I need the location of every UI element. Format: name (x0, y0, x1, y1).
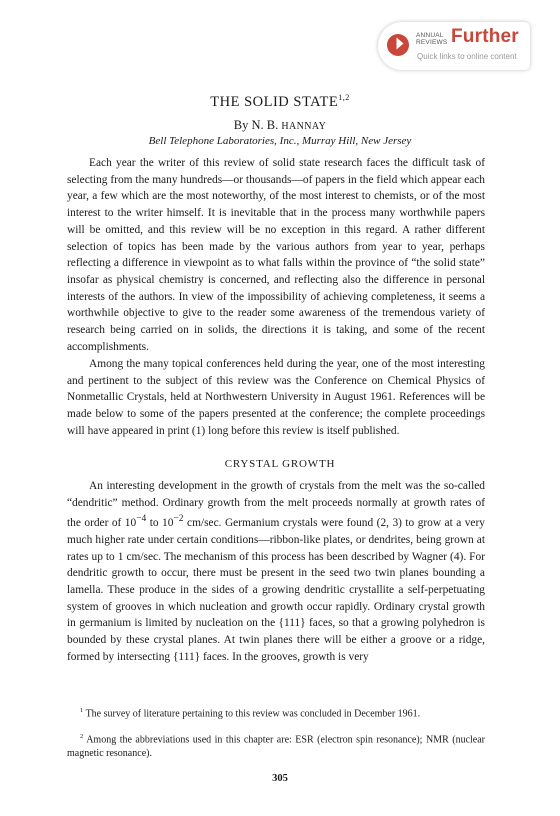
footnote-2: $^2$ Among the abbreviations used in this chapter are: ESR (electron spin resonance); NMR (nuclear magnetic resonance). (67, 733, 485, 759)
section-heading-crystal-growth: CRYSTAL GROWTH (224, 458, 336, 470)
body-paragraph-2: Among the many topical conferences held during the year, one of the most interesting and pertinent to the subject of this review was the Conference on Chemical Physics of Nonmetallic Crystals, held at Northwestern University in August 1961. References will be made below to some of the papers presented at the conference; the complete proceedings will have appeared in print (1) long before this review is itself published. (67, 358, 485, 437)
annual-reviews-logo-text: ANNUAL REVIEWS (416, 32, 448, 46)
body-paragraph-3: An interesting development in the growth of crystals from the melt was the so-called “dendritic” method. Ordinary growth from the melt proceeds normally at growth rates of the order of $10^{-4}$ to $10^{-2}$ cm/sec. Germanium crystals were found (2, 3) to grow at a very much higher rate under certain conditions—ribbon-like plates, or dendrites, being grown at rates up to 1 cm/sec. The mechanism of this process has been described by Wagner (4). For dendritic growth to occur, there must be present in the seed two twin planes bounding a lamella. These produce in the sides of a growing dendritic crystallite a self-perpetuating system of grooves in which nucleation and growth occur rapidly. Ordinary crystal growth in germanium is limited by nucleation on the {111} faces, so that a growing polyhedron is bounded by these crystal planes. At twin planes there will be either a groove or a ridge, formed by intersecting {111} faces. In the grooves, growth is very (67, 480, 485, 663)
author-line: By N. B. HANNAY (233, 118, 327, 132)
article-title: THE SOLID STATE$^{1,2}$ (210, 93, 350, 110)
further-link-badge[interactable] (378, 22, 530, 70)
footnote-1: $^1$ The survey of literature pertaining to this review was concluded in December 1961. (80, 707, 421, 720)
author-affiliation: Bell Telephone Laboratories, Inc., Murray Hill, New Jersey (148, 135, 412, 147)
page-number: 305 (272, 773, 288, 784)
arrow-circle-icon (387, 34, 409, 56)
further-brand-label: Further (451, 26, 519, 47)
body-paragraph-1: Each year the writer of this review of solid state research faces the difficult task of selecting from the many hundreds—or thousands—of papers in the field which appear each year, a few which are the most noteworthy, of the most interest to chemists, or of the most interest to the writer himself. It is inevitable that in the process many worthwhile papers will be omitted, and this review will be no exception in this regard. A rather different selection of topics has been made by the various authors from year to year, perhaps reflecting a difference in viewpoint as to what falls within the province of “the solid state” insofar as physical chemistry is concerned, and reflecting also the difference in personal interests of the authors. In view of the impossibility of achieving completeness, it seems a worthwhile objective to give to the reader some awareness of the tremendous variety of research being carried on in solids, the directions it is taking, and some of the recent accomplishments. (67, 157, 485, 353)
quick-links-label: Quick links to online content (417, 52, 517, 61)
title-footnote-marks: 1,2 (338, 93, 350, 102)
